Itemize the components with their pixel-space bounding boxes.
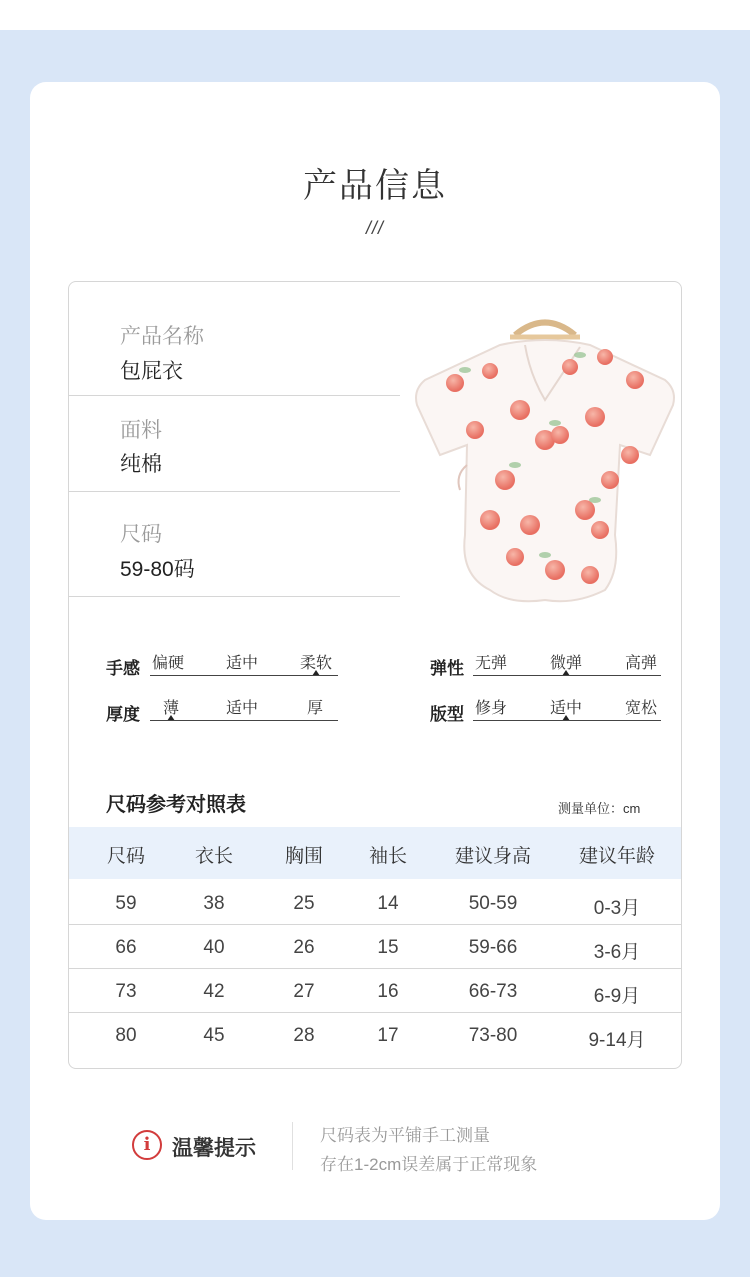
table-cell: 73: [115, 981, 137, 1002]
scale-line: [150, 720, 338, 721]
scale-option: 修身: [475, 700, 508, 717]
table-cell: 3-6月: [593, 942, 641, 963]
attr-name-feel: 手感: [106, 659, 140, 678]
scale-line: [150, 675, 338, 676]
table-cell: 66: [115, 937, 137, 958]
table-cell: 27: [293, 981, 315, 1002]
table-cell: 0-3月: [593, 898, 641, 919]
table-cell: 26: [293, 937, 315, 958]
table-cell: 59: [115, 893, 137, 914]
table-header-cell: 衣长: [194, 846, 233, 867]
table-header-cell: 尺码: [106, 846, 145, 867]
scale-option: 厚: [307, 700, 324, 717]
attr-scale-fit: [473, 697, 661, 721]
scale-option: 无弹: [475, 655, 508, 672]
table-cell: 9-14月: [588, 1030, 646, 1051]
table-cell: 6-9月: [593, 986, 641, 1007]
scale-option: 高弹: [625, 655, 658, 672]
tip-line: 尺码表为平铺手工测量: [320, 1126, 490, 1145]
table-row: [69, 881, 681, 925]
product-image: [405, 305, 685, 620]
title-decoration: ///: [365, 218, 384, 238]
scale-line: [473, 675, 661, 676]
info-label: 产品名称: [120, 325, 204, 348]
measure-unit: 测量单位：cm: [558, 801, 641, 816]
section-title: 产品信息: [303, 166, 447, 206]
size-table-header: [69, 827, 681, 879]
table-cell: 38: [203, 893, 225, 914]
attr-scale-thickness: [150, 697, 338, 721]
info-label: 面料: [120, 419, 162, 442]
attr-name-thickness: 厚度: [106, 705, 140, 724]
scale-option: 微弹: [550, 655, 583, 672]
table-header-cell: 建议年龄: [578, 846, 655, 867]
table-header-cell: 建议身高: [454, 846, 531, 867]
scale-option: 偏硬: [152, 655, 185, 672]
info-value: 59-80码: [120, 558, 195, 581]
table-cell: 14: [377, 893, 399, 914]
attr-scale-feel: [150, 652, 338, 676]
info-row-name: [68, 282, 400, 396]
attr-scale-elasticity: [473, 652, 661, 676]
table-cell: 15: [377, 937, 399, 958]
table-header-cell: 胸围: [284, 846, 323, 867]
table-cell: 80: [115, 1025, 137, 1046]
table-cell: 40: [203, 937, 225, 958]
tip-line: 存在1-2cm误差属于正常现象: [320, 1155, 538, 1174]
tip-title: 温馨提示: [172, 1137, 256, 1160]
scale-option: 适中: [226, 700, 259, 717]
table-cell: 17: [377, 1025, 399, 1046]
table-row: [69, 969, 681, 1013]
info-icon: i: [132, 1130, 162, 1160]
table-header-cell: 袖长: [368, 846, 407, 867]
info-row-size: [68, 492, 400, 597]
scale-option: 适中: [226, 655, 259, 672]
table-row: [69, 925, 681, 969]
scale-option: 薄: [163, 700, 180, 717]
tip-divider: [292, 1122, 293, 1170]
table-cell: 25: [293, 893, 315, 914]
size-table-title: 尺码参考对照表: [106, 794, 246, 816]
table-cell: 59-66: [468, 937, 518, 958]
scale-option: 柔软: [300, 655, 333, 672]
info-value: 包屁衣: [120, 360, 183, 383]
scale-option: 适中: [550, 700, 583, 717]
attr-name-elasticity: 弹性: [430, 659, 464, 678]
table-cell: 73-80: [468, 1025, 518, 1046]
scale-line: [473, 720, 661, 721]
info-row-fabric: [68, 396, 400, 492]
scale-option: 宽松: [625, 700, 658, 717]
info-value: 纯棉: [120, 453, 162, 476]
table-row: [69, 1013, 681, 1057]
info-label: 尺码: [120, 523, 162, 546]
table-cell: 50-59: [468, 893, 518, 914]
table-cell: 16: [377, 981, 399, 1002]
table-cell: 45: [203, 1025, 225, 1046]
table-cell: 66-73: [468, 981, 518, 1002]
table-cell: 42: [203, 981, 225, 1002]
attr-name-fit: 版型: [430, 705, 464, 724]
table-cell: 28: [293, 1025, 315, 1046]
